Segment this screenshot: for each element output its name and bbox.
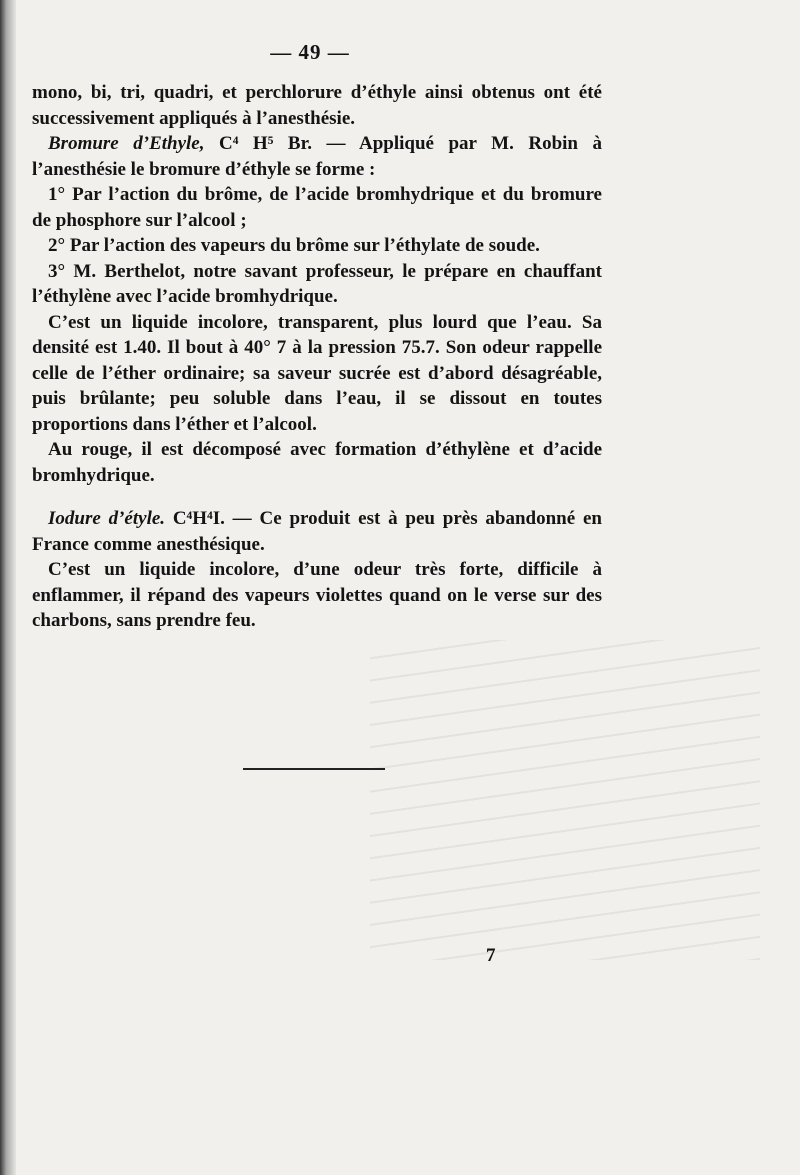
paragraph-bromure-text: C⁴ H⁵ Br. — Appliqué par M. Robin à l’anesthésie le bromure d’éthyle se forme : [32, 133, 602, 180]
paragraph-decomposition: Au rouge, il est décomposé avec formation d’éthylène et d’acide bromhydrique. [32, 439, 602, 486]
paragraph-method-1: 1° Par l’action du brôme, de l’acide bromhydrique et du bromure de phosphore sur l’alcool ; [32, 184, 602, 231]
section-title-iodure: Iodure d’étyle. [48, 508, 166, 529]
binding-gutter [0, 0, 16, 1175]
page-number: — 49 — [270, 40, 350, 64]
paragraph-iodure-properties: C’est un liquide incolore, d’une odeur très forte, difficile à enflammer, il répand des vapeurs violettes quand on le verse sur des charbons, sans prendre feu. [32, 559, 602, 631]
paragraph-method-2: 2° Par l’action des vapeurs du brôme sur l’éthylate de soude. [48, 235, 540, 256]
paragraph-1: mono, bi, tri, quadri, et perchlorure d’éthyle ainsi obtenus ont été successivement appliqués à l’anesthésie. [32, 82, 602, 129]
paragraph-bromure [32, 131, 602, 182]
paragraph-method-3: 3° M. Berthelot, notre savant professeur, le prépare en chauffant l’éthylène avec l’acide bromhydrique. [32, 260, 602, 307]
section-title-bromure: Bromure d’Ethyle, [48, 133, 205, 154]
paragraph-iodure [32, 506, 602, 557]
show-through-ghost-text [370, 640, 760, 960]
paragraph-properties: C’est un liquide incolore, transparent, plus lourd que l’eau. Sa densité est 1.40. Il bout à 40° 7 à la pression 75.7. Son odeur rappelle celle de l’éther ordinaire; sa saveur sucrée est d’abord désagréable, puis brûlante; peu soluble dans l’eau, il se dissout en toutes proportions dans l’éther et l’alcool. [32, 311, 602, 435]
signature-mark: 7 [486, 945, 496, 966]
section-rule [243, 768, 385, 770]
paragraph-iodure-text: C⁴H⁴I. — Ce produit est à peu près abandonné en France comme anesthésique. [32, 508, 602, 555]
body-text [32, 80, 602, 634]
